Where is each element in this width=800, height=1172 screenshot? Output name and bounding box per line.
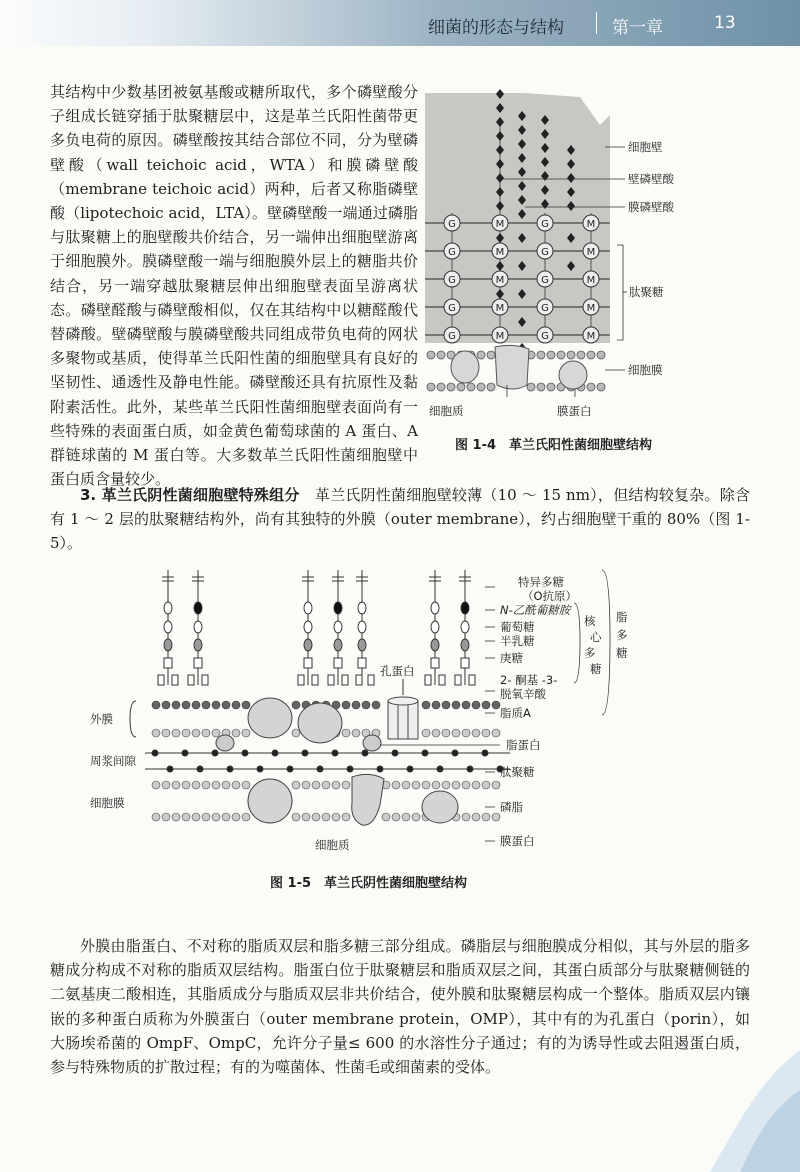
decorative-wave: [700, 1030, 800, 1172]
node-g: G: [541, 331, 549, 342]
node-m: M: [495, 247, 505, 258]
label-wta: 壁磷壁酸: [628, 172, 674, 186]
node-g: G: [541, 303, 549, 314]
label-lipid-a: 脂质A: [500, 706, 531, 720]
node-g: G: [448, 303, 456, 314]
label-core-1: 核: [584, 614, 596, 628]
page-number: 13: [714, 13, 736, 33]
label-lps-2: 多: [616, 628, 628, 642]
node-m: M: [495, 331, 505, 342]
label-cytoplasm: 细胞质: [315, 838, 350, 852]
paragraph-teichoic-acid: 其结构中少数基团被氨基酸或糖所取代，多个磷壁酸分子组成长链穿插于肽聚糖层中，这是革兰氏阳性菌带更多负电荷的原因。磷壁酸按其结合部位不同，分为壁磷壁酸（wall teichoic acid，WTA）和膜磷壁酸（membrane teichoic acid）两种，后者又称脂磷壁酸（lipotechoic acid，LTA）。壁磷壁酸一端通过磷脂与肽聚糖上的胞壁酸共价结合，另一端伸出细胞壁游离于细胞膜外。膜磷壁酸一端与细胞膜外层上的糖脂共价结合，另一端穿越肽聚糖层伸出细胞壁表面呈游离状态。磷壁醛酸与磷壁酸相似，仅在其结构中以糖醛酸代替磷酸。壁磷壁酸与膜磷壁酸共同组成带负电荷的网状多聚物或基质，使得革兰氏阳性菌的细胞壁具有良好的坚韧性、通透性及静电性能。磷壁酸还具有抗原性及黏附素活性。此外，某些革兰氏阳性菌细胞壁表面尚有一些特殊的表面蛋白质，如金黄色葡萄球菌的 A 蛋白、A 群链球菌的 M 蛋白等。大多数革兰氏阳性菌细胞壁中蛋白质含量较少。: [50, 83, 418, 489]
node-g: G: [448, 247, 456, 258]
porin: [388, 697, 418, 739]
paragraph-gram-negative: [50, 483, 750, 556]
figure-1-4-caption: 图 1-4 革兰氏阳性菌细胞壁结构: [455, 438, 653, 453]
outer-membrane-protein: [298, 703, 342, 743]
node-g: G: [541, 247, 549, 258]
label-o-antigen-sub: （O抗原）: [522, 589, 578, 603]
node-g: G: [448, 275, 456, 286]
figure-1-5-caption: 图 1-5 革兰氏阴性菌细胞壁结构: [270, 876, 468, 891]
header-divider: [596, 12, 597, 34]
outer-membrane-protein: [248, 698, 292, 738]
label-cell-membrane: 细胞膜: [90, 796, 125, 810]
running-title: 细菌的形态与结构: [428, 18, 564, 38]
label-periplasm: 周浆间隙: [90, 754, 136, 768]
label-lps-1: 脂: [616, 610, 628, 624]
label-heptose: 庚糖: [500, 651, 523, 665]
label-cell-membrane: 细胞膜: [628, 363, 663, 377]
label-glucose: 葡萄糖: [500, 620, 535, 634]
label-lta: 膜磷壁酸: [628, 200, 674, 214]
lipoprotein: [216, 735, 234, 751]
label-peptidoglycan: 肽聚糖: [629, 285, 664, 299]
label-glcnac: N-乙酰葡糖胺: [500, 603, 571, 617]
outer-membrane: [152, 697, 500, 751]
label-kdo-sub: 脱氧辛酸: [500, 687, 546, 701]
paragraph-gram-negative-text: 革兰氏阴性菌细胞壁较薄（10 ～ 15 nm），但结构较复杂。除含有 1 ～ 2 层的肽聚糖结构外，尚有其独特的外膜（outer membrane），约占细胞壁干重的 80%（图 1-5）。: [50, 486, 750, 553]
cell-membrane-bilayer: [427, 345, 605, 391]
label-core-2: 心: [590, 630, 602, 644]
lipoprotein: [363, 735, 381, 751]
node-m: M: [586, 331, 596, 342]
node-m: M: [495, 303, 505, 314]
label-membrane-protein: 膜蛋白: [557, 404, 592, 418]
node-g: G: [541, 275, 549, 286]
node-m: M: [495, 219, 505, 230]
label-cytoplasm: 细胞质: [429, 404, 464, 418]
paragraph-outer-membrane: 外膜由脂蛋白、不对称的脂质双层和脂多糖三部分组成。磷脂层与细胞膜成分相似，其与外层的脂多糖成分构成不对称的脂质双层结构。脂蛋白位于肽聚糖层和脂质双层之间，其蛋白质部分与肽聚糖侧链的二氨基庚二酸相连，其脂质成分与脂质双层非共价结合，使外膜和肽聚糖层构成一个整体。脂质双层内镶嵌的多种蛋白质称为外膜蛋白（outer membrane protein，OMP），其中有的为孔蛋白（porin），如大肠埃希菌的 OmpF、OmpC，允许分子量≤ 600 的水溶性分子通过；有的为诱导性或去阻遏蛋白质，参与特殊物质的扩散过程；有的为噬菌体、性菌毛或细菌素的受体。: [50, 937, 750, 1077]
label-phospholipid: 磷脂: [500, 800, 523, 814]
inner-membrane-protein: [352, 774, 384, 825]
label-lps-3: 糖: [616, 646, 628, 660]
node-m: M: [586, 247, 596, 258]
label-core-4: 糖: [590, 662, 602, 676]
node-g: G: [541, 219, 549, 230]
node-m: M: [586, 219, 596, 230]
figure-gram-positive-wall: [425, 85, 760, 435]
label-outer-membrane: 外膜: [90, 712, 113, 726]
label-kdo: 2- 酮基 -3-: [500, 673, 558, 687]
membrane-protein-right: [559, 361, 587, 389]
node-m: M: [495, 275, 505, 286]
inner-membrane: [152, 774, 500, 825]
label-cell-wall: 细胞壁: [628, 140, 663, 154]
membrane-protein-left: [451, 351, 479, 383]
label-o-antigen: 特异多糖: [518, 575, 564, 589]
chapter-number: 第一章: [612, 18, 663, 38]
label-core-3: 多: [584, 646, 596, 660]
node-m: M: [586, 275, 596, 286]
label-membrane-protein: 膜蛋白: [500, 834, 535, 848]
peptidoglycan-layer: [145, 750, 510, 772]
label-lipoprotein: 脂蛋白: [506, 738, 541, 752]
figure-gram-negative-wall: [90, 565, 650, 865]
node-g: G: [448, 331, 456, 342]
label-peptidoglycan: 肽聚糖: [500, 765, 535, 779]
node-g: G: [448, 219, 456, 230]
inner-membrane-protein: [248, 779, 292, 823]
node-m: M: [586, 303, 596, 314]
label-galactose: 半乳糖: [500, 634, 535, 648]
label-porin: 孔蛋白: [380, 664, 415, 678]
section-heading: 3. 革兰氏阴性菌细胞壁特殊组分: [80, 486, 300, 504]
inner-membrane-protein: [422, 791, 458, 823]
page-header: [0, 0, 800, 46]
membrane-protein-center: [495, 345, 529, 389]
lps-chains: [158, 570, 475, 685]
